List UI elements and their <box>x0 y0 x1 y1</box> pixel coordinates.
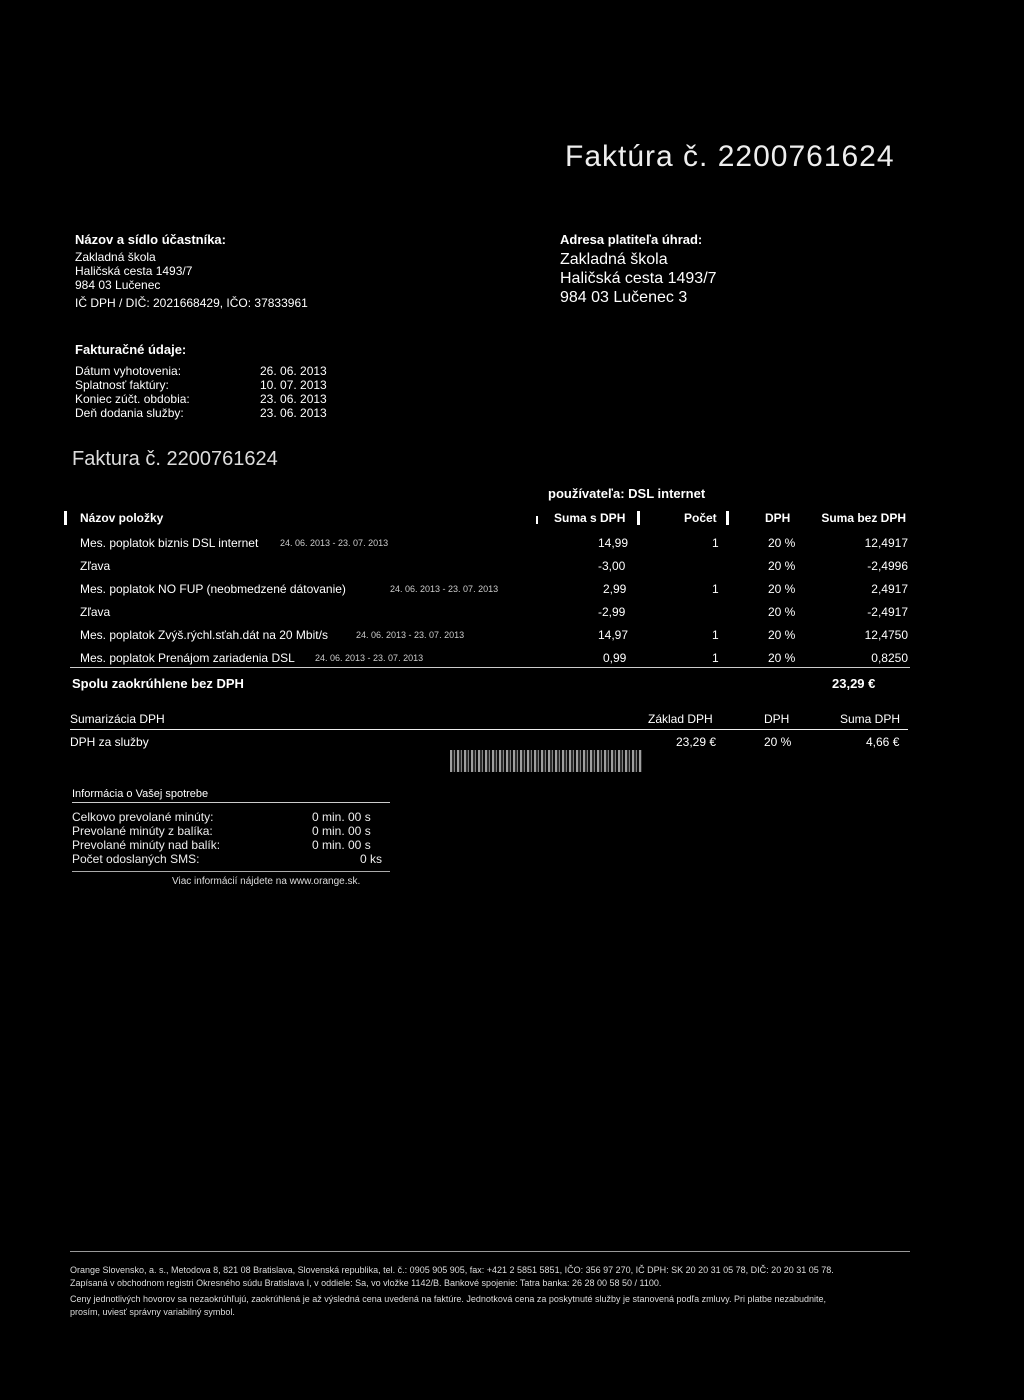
vat-summary-heading: Sumarizácia DPH <box>70 712 165 726</box>
item-count: 1 <box>712 628 719 642</box>
item-sum: 2,99 <box>603 582 627 596</box>
usage-divider <box>72 802 390 803</box>
item-name: Mes. poplatok Zvýš.rýchl.sťah.dát na 20 Mbit/s <box>80 628 328 642</box>
header-vat: DPH <box>765 511 791 525</box>
item-period: 24. 06. 2013 - 23. 07. 2013 <box>390 584 499 594</box>
column-separator <box>64 511 67 525</box>
table-header <box>70 510 910 528</box>
billing-details <box>75 364 375 424</box>
item-name: Mes. poplatok NO FUP (neobmedzené dátovanie) <box>80 582 346 596</box>
item-vat: 20 % <box>768 651 796 665</box>
item-sum: 0,99 <box>603 651 627 665</box>
payer-name: Zakladná škola <box>560 251 668 268</box>
vat-col-vat: DPH <box>764 712 790 726</box>
header-sum-without-vat: Suma bez DPH <box>821 511 906 525</box>
item-net: 2,4917 <box>871 582 908 596</box>
item-period: 24. 06. 2013 - 23. 07. 2013 <box>356 630 465 640</box>
participant-heading: Názov a sídlo účastníka: <box>75 232 226 247</box>
user-label: používateľa: DSL internet <box>548 486 706 501</box>
footer-payment-note: prosím, uviesť správny variabilný symbol. <box>70 1307 235 1317</box>
item-vat: 20 % <box>768 559 796 573</box>
column-separator <box>536 516 538 524</box>
usage-value: 0 min. 00 s <box>312 824 371 838</box>
billing-label: Koniec zúčt. obdobia: <box>75 392 190 406</box>
payer-city: 984 03 Lučenec 3 <box>560 289 688 306</box>
payer-heading: Adresa platiteľa úhrad: <box>560 232 703 247</box>
item-count: 1 <box>712 536 719 550</box>
billing-label: Splatnosť faktúry: <box>75 378 169 392</box>
header-sum-with-vat: Suma s DPH <box>554 511 626 525</box>
column-separator <box>726 511 729 525</box>
participant-city: 984 03 Lučenec <box>75 278 161 292</box>
billing-value: 10. 07. 2013 <box>260 378 327 392</box>
header-count: Počet <box>684 511 717 525</box>
item-net: -2,4917 <box>867 605 908 619</box>
item-name: Zľava <box>80 605 111 619</box>
item-name: Zľava <box>80 559 111 573</box>
vat-col-base: Základ DPH <box>648 712 713 726</box>
item-vat: 20 % <box>768 605 796 619</box>
column-separator <box>637 511 640 525</box>
item-vat: 20 % <box>768 582 796 596</box>
header-item-name: Názov položky <box>80 511 164 525</box>
billing-value: 23. 06. 2013 <box>260 392 327 406</box>
usage-value: 0 min. 00 s <box>312 838 371 852</box>
footer-register-info: Zapísaná v obchodnom registri Okresného súdu Bratislava I, v oddiele: Sa, vo vložke 1142/B. Bankové spojenie: Tatra banka: 26 28 00 58 50 / 1100. <box>70 1278 662 1288</box>
usage-label: Počet odoslaných SMS: <box>72 852 200 866</box>
usage-label: Prevolané minúty z balíka: <box>72 824 213 838</box>
item-name: Mes. poplatok biznis DSL internet <box>80 536 259 550</box>
billing-value: 23. 06. 2013 <box>260 406 327 420</box>
item-net: 12,4917 <box>864 536 908 550</box>
total-value: 23,29 € <box>832 676 876 691</box>
item-vat: 20 % <box>768 536 796 550</box>
vat-row-sum: 4,66 € <box>866 735 900 749</box>
footer-divider <box>70 1251 910 1252</box>
item-period: 24. 06. 2013 - 23. 07. 2013 <box>280 538 389 548</box>
table-row <box>70 582 910 600</box>
payer-address <box>560 250 717 307</box>
usage-details <box>72 810 392 870</box>
billing-label: Dátum vyhotovenia: <box>75 364 182 378</box>
more-info-text: Viac informácií nájdete na www.orange.sk. <box>172 876 361 887</box>
usage-bottom-divider <box>72 871 390 872</box>
table-row <box>70 628 910 646</box>
item-sum: 14,99 <box>598 536 629 550</box>
section-title: Faktura č. 2200761624 <box>72 448 278 470</box>
item-net: -2,4996 <box>867 559 908 573</box>
invoice-title: Faktúra č. 2200761624 <box>565 140 895 173</box>
billing-value: 26. 06. 2013 <box>260 364 327 378</box>
footer-pricing-note: Ceny jednotlivých hovorov sa nezaokrúhľujú, zaokrúhlená je až výsledná cena uvedená na faktúre. Jednotková cena za poskytnuté služby je stanovená podľa zmluvy. Pri platbe nezabudnite, <box>70 1294 827 1304</box>
total-label: Spolu zaokrúhlene bez DPH <box>72 676 244 691</box>
participant-address <box>75 250 192 292</box>
usage-value: 0 ks <box>360 852 383 866</box>
participant-ids: IČ DPH / DIČ: 2021668429, IČO: 37833961 <box>75 296 308 310</box>
footer <box>70 1264 920 1319</box>
item-sum: -2,99 <box>598 605 626 619</box>
billing-heading: Fakturačné údaje: <box>75 342 187 357</box>
stamp-graphic <box>450 750 642 772</box>
vat-row-label: DPH za služby <box>70 735 149 749</box>
item-net: 0,8250 <box>871 651 908 665</box>
item-name: Mes. poplatok Prenájom zariadenia DSL <box>80 651 295 665</box>
usage-heading: Informácia o Vašej spotrebe <box>72 788 209 800</box>
vat-col-sum: Suma DPH <box>840 712 901 726</box>
table-divider <box>70 667 910 668</box>
participant-street: Haličská cesta 1493/7 <box>75 264 193 278</box>
item-vat: 20 % <box>768 628 796 642</box>
vat-row-base: 23,29 € <box>676 735 717 749</box>
usage-label: Celkovo prevolané minúty: <box>72 810 214 824</box>
item-net: 12,4750 <box>864 628 908 642</box>
item-period: 24. 06. 2013 - 23. 07. 2013 <box>315 653 424 663</box>
item-count: 1 <box>712 651 719 665</box>
item-sum: 14,97 <box>598 628 629 642</box>
item-sum: -3,00 <box>598 559 626 573</box>
table-row <box>70 605 910 623</box>
billing-label: Deň dodania služby: <box>75 406 184 420</box>
vat-row-vat: 20 % <box>764 735 792 749</box>
table-row <box>70 559 910 577</box>
vat-summary-divider <box>70 729 908 730</box>
participant-name: Zakladná škola <box>75 250 156 264</box>
footer-company-info: Orange Slovensko, a. s., Metodova 8, 821 08 Bratislava, Slovenská republika, tel. č.: 0905 905 905, fax: +421 2 5851 5851, IČO: 356 97 270, IČ DPH: SK 20 20 31 05 78, DIČ: 20 20 31 05 78. <box>70 1265 834 1275</box>
usage-value: 0 min. 00 s <box>312 810 371 824</box>
payer-street: Haličská cesta 1493/7 <box>560 270 717 287</box>
table-row <box>70 536 910 554</box>
item-count: 1 <box>712 582 719 596</box>
usage-label: Prevolané minúty nad balík: <box>72 838 221 852</box>
